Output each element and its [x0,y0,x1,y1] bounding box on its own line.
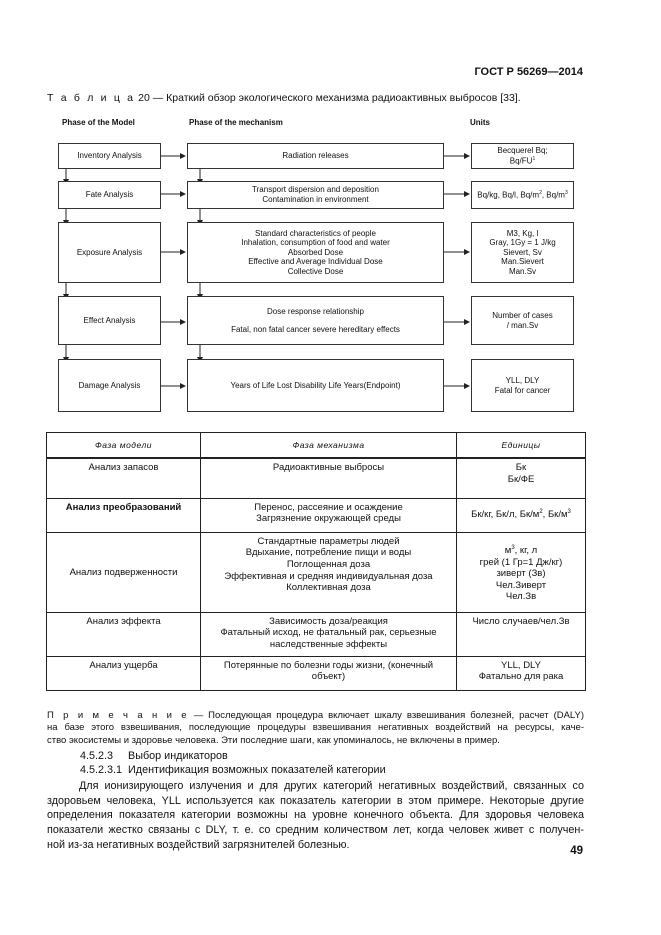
table-row [47,656,586,690]
units-line: Gray, 1Gy = 1 J/kg [489,238,556,248]
units-box-damage [471,359,574,412]
page-number: 49 [570,845,583,857]
units-line: / man.Sv [506,320,539,330]
table-header-phase: Фаза модели [47,433,201,459]
mechanism-line: Effective and Average Individual Dose [248,257,383,267]
table-cell-mechanism: Потерянные по болезни годы жизни, (конечный объект) [201,656,457,690]
table-cell-units: YLL, DLY Фатально для рака [457,656,586,690]
standard-number: ГОСТ Р 56269—2014 [474,66,583,78]
table-cell-units: Бк Бк/ФЕ [457,458,586,498]
phase-box-exposure [58,222,161,283]
table-cell-units: $м^3$, кг, л грей (1 Гр=1 Дж/кг) зиверт (Зв) Чел.Зиверт Чел.Зв [457,532,586,612]
mechanism-line: Inhalation, consumption of food and water [241,238,390,248]
paragraph-line: показатели жестко связаны с DLY, т. е. со средним количеством лет, когда человек живет с получен- [47,824,584,837]
units-line: Man.Sv [508,266,537,276]
note-line: на базе этого взвешивания, последующие процедуры взвешивания негативных воздействий на ресурсы, каче- [47,722,584,734]
phase-box-effect [58,296,161,345]
table-row [47,532,586,612]
table-caption [47,92,521,104]
table-header-row [47,433,586,459]
mechanism-line: Collective Dose [287,266,344,276]
mechanism-line: Dose response relationship [267,306,364,316]
phase-label: Inventory Analysis [77,151,142,161]
note-line: ство экосистемы и здоровье человека. Эти последние шаги, как упоминалось, не включены в пример. [47,734,500,746]
mechanism-box-damage [187,359,444,412]
units-box-exposure [471,222,574,283]
body-paragraph [47,779,584,852]
paragraph-line: определения показателя категории возможны на уровне конечного объекта. Для здоровья человека [47,809,584,822]
units-line: $Bq/FU^1$ [509,155,536,166]
units-line: YLL, DLY [505,375,540,385]
table-cell-phase: Анализ ущерба [47,656,201,690]
table-row [47,498,586,532]
units-box-fate [471,181,574,209]
units-line: Man.Sievert [501,257,544,267]
units-line: M3, Kg, l [506,228,539,238]
section-heading: 4.5.2.3 Выбор индикаторов [80,750,228,762]
diagram-header-mechanism: Phase of the mechanism [189,118,283,127]
caption-text: 20 — Краткий обзор экологического механизма радиоактивных выбросов [33]. [135,92,521,104]
units-line: Number of cases [492,310,553,320]
note-label: П р и м е ч а н и е [47,710,189,721]
table-row [47,612,586,656]
table-cell-units: Число случаев/чел.Зв [457,612,586,656]
note-line: — Последующая процедура включает шкалу взвешивания болезней, расчет (DALY) [188,710,585,721]
table-cell-phase: Анализ подверженности [47,532,201,612]
phase-label: Damage Analysis [78,380,141,390]
translation-table [46,432,586,691]
mechanism-line: Standard characteristics of people [255,228,376,238]
phase-label: Effect Analysis [83,315,136,325]
table-cell-mechanism: Стандартные параметры людей Вдыхание, потребление пищи и воды Поглощенная доза Эффективная и средняя индивидуальная доза Коллективная доза [201,532,457,612]
units-line: Fatal for cancer [494,385,551,395]
phase-label: Fate Analysis [85,190,134,200]
table-cell-phase: Анализ преобразований [47,498,201,532]
mechanism-line: Fatal, non fatal cancer severe hereditary effects [231,324,400,334]
paragraph-line: здоровьем человека, YLL используется как показатель категории в этом примере. Некоторые другие [47,794,584,807]
mechanism-line: Absorbed Dose [287,247,344,257]
units-box-inventory [471,143,574,169]
table-row [47,458,586,498]
table-cell-units: Бк/кг, Бк/л, $Бк/м^2$, $Бк/м^3$ [457,498,586,532]
section-heading: 4.5.2.3.1 Идентификация возможных показателей категории [80,764,386,776]
caption-prefix: Т а б л и ц а [47,92,136,104]
mechanism-box-effect [187,296,444,345]
phase-box-damage [58,359,161,412]
table-header-units: Единицы [457,433,586,459]
diagram-header-units: Units [470,118,490,127]
units-line: Becquerel Bq; [497,146,548,156]
units-box-effect [471,296,574,345]
units-line: Sievert, Sv [503,247,542,257]
phase-box-inventory [58,143,161,169]
paragraph-line: ной из-за негативных воздействий загрязнителей болезнью. [47,838,350,851]
units-line: Bq/kg, Bq/l, $Bq/m^2$, $Bq/m^3$ [477,189,568,200]
table-cell-mechanism: Перенос, рассеяние и осаждение Загрязнение окружающей среды [201,498,457,532]
mechanism-line: Contamination in environment [262,195,369,204]
mechanism-box-inventory [187,143,444,169]
table-cell-phase: Анализ эффекта [47,612,201,656]
phase-box-fate [58,181,161,209]
table-header-mechanism: Фаза механизма [201,433,457,459]
mechanism-box-fate [187,181,444,209]
diagram-header-model: Phase of the Model [62,118,135,127]
table-note [47,710,584,747]
mechanism-line: Years of Life Lost Disability Life Years(Endpoint) [230,380,401,390]
table-cell-mechanism: Зависимость доза/реакция Фатальный исход, не фатальный рак, серьезные наследственные эффекты [201,612,457,656]
mechanism-line: Transport dispersion and deposition [252,185,379,195]
mechanism-box-exposure [187,222,444,283]
mechanism-line: Radiation releases [282,151,349,161]
phase-label: Exposure Analysis [76,247,143,257]
table-cell-mechanism: Радиоактивные выбросы [201,458,457,498]
paragraph-line: Для ионизирующего излучения и для других категорий негативных воздействий, связанных со [79,780,584,792]
table-cell-phase: Анализ запасов [47,458,201,498]
